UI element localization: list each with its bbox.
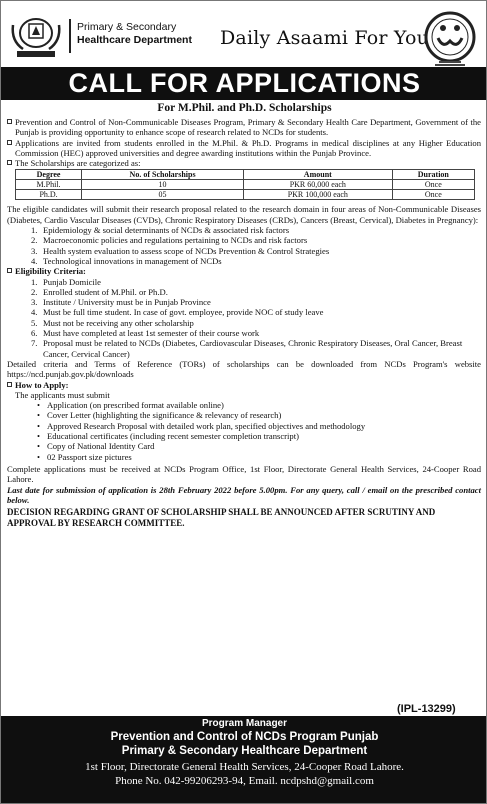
checkbox-bullet-icon (7, 382, 12, 387)
table-header-cell: Duration (392, 170, 474, 180)
how-to-apply-intro: The applicants must submit (15, 389, 110, 400)
table-cell: PKR 60,000 each (243, 180, 392, 190)
last-date-text: Last date for submission of application is 28th February 2022 before 5.00pm. For any query, call / email on the prescribed contact below. (7, 484, 481, 505)
table-cell: PKR 100,000 each (243, 190, 392, 200)
contact-footer (1, 716, 487, 804)
intro-paragraph-2: Applications are invited from students enrolled in the M.Phil. & Ph.D. Programs in medical disciplines at any Higher Education Commission (HEC) approved universities and degree awarding institutions within the Punjab Province. (7, 138, 481, 159)
list-item: 4. Technological innovations in management of NCDs (31, 255, 222, 266)
ipl-reference: (IPL-13299) (397, 703, 456, 715)
list-item: 6. Must have completed at least 1st semester of their course work (31, 328, 260, 339)
table-cell: 05 (82, 190, 244, 200)
list-item: 2. Macroeconomic policies and regulations pertaining to NCDs and risk factors (31, 235, 308, 246)
checkbox-bullet-icon (7, 268, 12, 273)
table-cell: Once (392, 190, 474, 200)
punjab-government-emblem-icon (7, 15, 65, 59)
footer-address: 1st Floor, Directorate General Health Services, 24-Cooper Road Lahore. (85, 761, 404, 773)
list-item: 7. Proposal must be related to NCDs (Diabetes, Cardiovascular Diseases, Chronic Respiratory Diseases, Oral Cancer, Breast Cancer, Cervical Cancer) (31, 338, 463, 359)
list-item: • Approved Research Proposal with detailed work plan, specified objectives and methodology (37, 420, 366, 431)
footer-program: Prevention and Control of NCDs Program Punjab (110, 731, 379, 743)
table-header-cell: Degree (16, 170, 82, 180)
department-line-1: Primary & Secondary (77, 21, 177, 33)
footer-contact: Phone No. 042-99206293-94, Email. ncdpshd@gmail.com (115, 775, 374, 787)
list-item: 2. Enrolled student of M.Phil. or Ph.D. (31, 286, 168, 297)
table-header-cell: No. of Scholarships (82, 170, 244, 180)
header-divider (69, 19, 71, 53)
checkbox-bullet-icon (7, 140, 12, 145)
tor-download-text: Detailed criteria and Terms of Reference (TORs) of scholarships can be downloaded from NCDs Program's website https://ncd.punjab.gov.pk/downloads (7, 358, 481, 380)
scholarship-table (15, 169, 475, 200)
footer-department: Primary & Secondary Healthcare Department (121, 745, 368, 757)
table-row (16, 180, 475, 190)
department-name (77, 21, 192, 47)
table-header-row (16, 170, 475, 180)
checkbox-bullet-icon (7, 119, 12, 124)
research-intro: The eligible candidates will submit their research proposal related to the research domain in four areas of Non-Communicable Diseases (Diabetes, Cardio Vascular Diseases (CVDs), Chronic Respiratory Diseases (CRDs), Cancers (Breast, Cervical), Diabetes in Pregnancy): (7, 204, 481, 225)
subtitle: For M.Phil. and Ph.D. Scholarships (157, 102, 332, 114)
list-item: • Copy of National Identity Card (37, 441, 155, 452)
intro-paragraph-3: The Scholarships are categorized as: (7, 158, 481, 168)
table-cell: Ph.D. (16, 190, 82, 200)
department-line-2: Healthcare Department (77, 34, 192, 46)
table-row (16, 190, 475, 200)
list-item: • Educational certificates (including recent semester completion transcript) (37, 431, 299, 442)
eligibility-heading: Eligibility Criteria: (7, 266, 481, 276)
table-cell: M.Phil. (16, 180, 82, 190)
list-item: 5. Must not be receiving any other scholarship (31, 317, 194, 328)
list-item: 3. Health system evaluation to assess scope of NCDs Prevention & Control Strategies (31, 245, 330, 256)
how-to-apply-list (7, 400, 481, 462)
body-content (7, 117, 481, 529)
how-to-apply-heading: How to Apply: (7, 380, 481, 390)
submission-address-text: Complete applications must be received at NCDs Program Office, 1st Floor, Directorate General Health Services, 24-Cooper Road Lahore. (7, 463, 481, 485)
table-cell: 10 (82, 180, 244, 190)
list-item: • 02 Passport size pictures (37, 451, 132, 462)
eligibility-list (7, 277, 481, 359)
decision-notice: DECISION REGARDING GRANT OF SCHOLARSHIP SHALL BE ANNOUNCED AFTER SCRUTINY AND APPROVAL BY RESEARCH COMMITTEE. (7, 507, 436, 529)
ncd-program-logo-icon (421, 11, 479, 67)
table-header-cell: Amount (243, 170, 392, 180)
table-cell: Once (392, 180, 474, 190)
footer-title: Program Manager (201, 718, 288, 729)
list-item: 1. Punjab Domicile (31, 276, 101, 287)
header (1, 1, 487, 69)
list-item: 1. Epidemiology & social determinants of NCDs & associated risk factors (31, 225, 290, 236)
list-item: 4. Must be full time student. In case of govt. employee, provide NOC of study leave (31, 307, 324, 318)
newspaper-source: Daily Asaami For You (220, 27, 430, 49)
checkbox-bullet-icon (7, 160, 12, 165)
list-item: • Application (on prescribed format available online) (37, 400, 224, 411)
intro-paragraph-1: Prevention and Control of Non-Communicable Diseases Program, Primary & Secondary Health Care Department, Government of the Punjab is providing opportunity to enhance scope of research related to NCDs for students. (7, 117, 481, 138)
call-for-applications-banner: CALL FOR APPLICATIONS (1, 67, 487, 100)
research-areas-list (7, 225, 481, 266)
list-item: • Cover Letter (highlighting the significance & relevancy of research) (37, 410, 282, 421)
list-item: 3. Institute / University must be in Punjab Province (31, 297, 211, 308)
